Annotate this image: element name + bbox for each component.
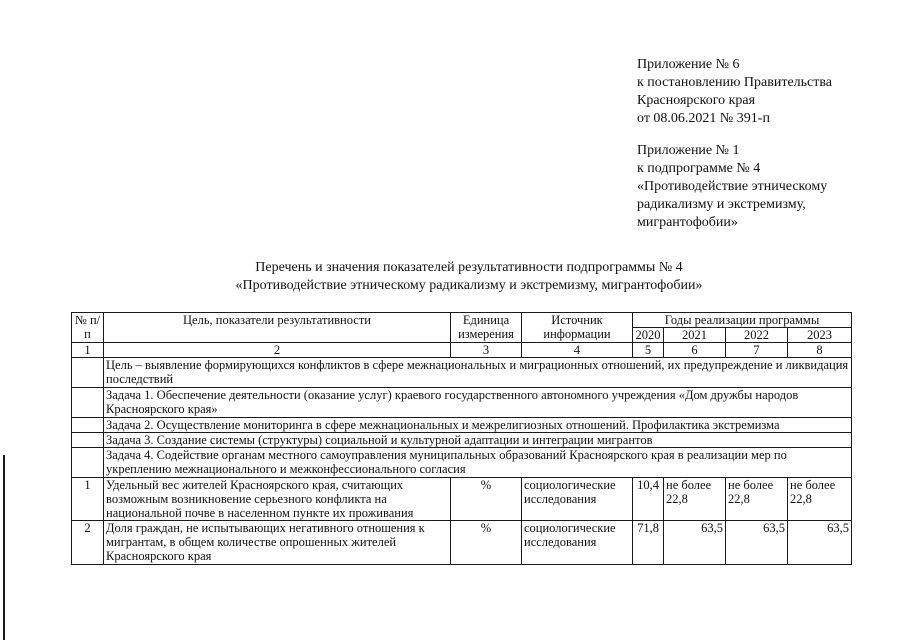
row-value-2020: 71,8 xyxy=(633,521,664,565)
section-task-1: Задача 1. Обеспечение деятельности (оказание услуг) краевого государственного автономного учреждения «Дом дружбы народов Красноярского края» xyxy=(104,388,852,418)
row-value-2022: 63,5 xyxy=(726,521,788,565)
row-value-2023: не более 22,8 xyxy=(788,478,852,521)
header-years-group: Годы реализации программы xyxy=(633,313,852,328)
row-indicator-name: Доля граждан, не испытывающих негативного отношения к мигрантам, в общем количестве опрошенных жителей Красноярского края xyxy=(104,521,451,565)
section-task-2: Задача 2. Осуществление мониторинга в сфере межнациональных и межрелигиозных отношений. Профилактика экстремизма xyxy=(104,418,852,433)
row-indicator-name: Удельный вес жителей Красноярского края, считающих возможным возникновение серьезного конфликта на национальной почве в населенном пункте их проживания xyxy=(104,478,451,521)
document-title-line: Перечень и значения показателей результативности подпрограммы № 4 xyxy=(255,260,683,275)
section-spacer xyxy=(72,448,104,478)
row-source: социологические исследования xyxy=(522,521,633,565)
section-spacer xyxy=(72,433,104,448)
section-spacer xyxy=(72,418,104,433)
header-goal: Цель, показатели результативности xyxy=(104,313,451,343)
appendix-6-block xyxy=(637,56,832,128)
row-unit: % xyxy=(451,478,522,521)
row-value-2022: не более 22,8 xyxy=(726,478,788,521)
row-unit: % xyxy=(451,521,522,565)
appendix-1-line: радикализму и экстремизму, xyxy=(637,197,806,212)
document-title-line: «Противодействие этническому радикализму и экстремизму, мигрантофобии» xyxy=(235,278,703,293)
appendix-6-line: Приложение № 6 xyxy=(637,57,740,72)
table-row xyxy=(72,521,852,565)
row-value-2023: 63,5 xyxy=(788,521,852,565)
row-num: 1 xyxy=(72,478,104,521)
header-year-2022: 2022 xyxy=(726,328,788,343)
row-value-2021: 63,5 xyxy=(664,521,726,565)
appendix-6-line: Красноярского края xyxy=(637,93,756,108)
section-task-3: Задача 3. Создание системы (структуры) социальной и культурной адаптации и интеграции мигрантов xyxy=(104,433,852,448)
row-value-2020: 10,4 xyxy=(633,478,664,521)
row-num: 2 xyxy=(72,521,104,565)
column-number: 7 xyxy=(726,343,788,358)
column-number: 3 xyxy=(451,343,522,358)
column-number: 8 xyxy=(788,343,852,358)
column-number-row xyxy=(72,343,852,358)
column-number: 5 xyxy=(633,343,664,358)
header-num: № п/п xyxy=(72,313,104,343)
appendix-1-block xyxy=(637,142,827,232)
appendix-1-line: «Противодействие этническому xyxy=(637,179,828,194)
section-task-4: Задача 4. Содействие органам местного самоуправления муниципальных образований Красноярского края в реализации мер по укреплению межнационального и межконфессионального согласия xyxy=(104,448,852,478)
column-number: 1 xyxy=(72,343,104,358)
row-source: социологические исследования xyxy=(522,478,633,521)
appendix-1-line: Приложение № 1 xyxy=(637,143,740,158)
header-source: Источник информации xyxy=(522,313,633,343)
header-year-2020: 2020 xyxy=(633,328,664,343)
indicators-table xyxy=(71,312,852,565)
section-spacer xyxy=(72,358,104,388)
appendix-6-line: от 08.06.2021 № 391-п xyxy=(637,111,770,126)
column-number: 2 xyxy=(104,343,451,358)
scan-edge-line xyxy=(3,455,5,640)
row-value-2021: не более 22,8 xyxy=(664,478,726,521)
document-title xyxy=(99,259,839,295)
section-goal: Цель – выявление формирующихся конфликтов в сфере межнациональных и миграционных отношений, их предупреждение и ликвидация последствий xyxy=(104,358,852,388)
table-row xyxy=(72,478,852,521)
appendix-6-line: к постановлению Правительства xyxy=(637,75,833,90)
section-spacer xyxy=(72,388,104,418)
appendix-1-line: мигрантофобии» xyxy=(637,215,738,230)
header-unit: Единица измерения xyxy=(451,313,522,343)
header-year-2023: 2023 xyxy=(788,328,852,343)
appendix-1-line: к подпрограмме № 4 xyxy=(637,161,761,176)
column-number: 4 xyxy=(522,343,633,358)
header-year-2021: 2021 xyxy=(664,328,726,343)
column-number: 6 xyxy=(664,343,726,358)
